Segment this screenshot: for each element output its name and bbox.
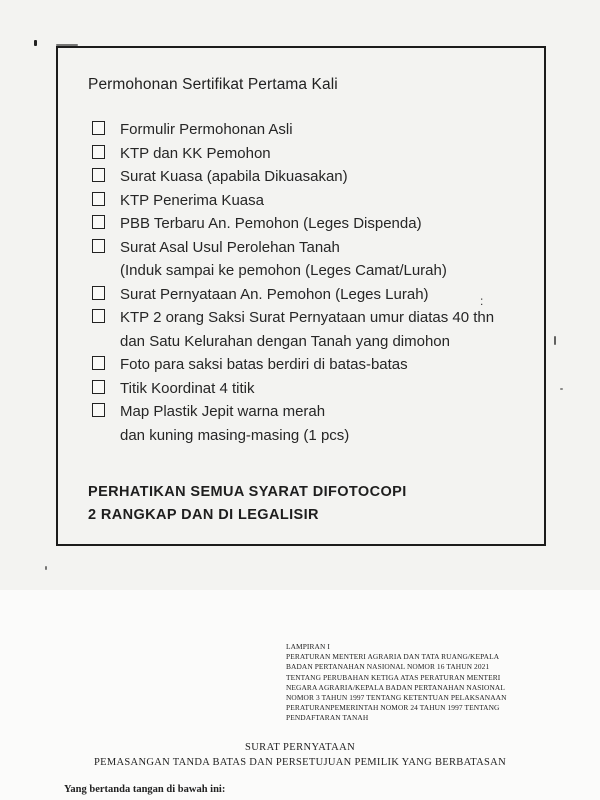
checklist-item-text: PBB Terbaru An. Pemohon (Leges Dispenda) bbox=[120, 215, 422, 232]
checklist-item bbox=[92, 142, 542, 166]
checklist-item-text: dan Satu Kelurahan dengan Tanah yang dimohon bbox=[120, 332, 450, 350]
checklist-item-text: KTP Penerima Kuasa bbox=[120, 191, 264, 209]
checklist-item bbox=[92, 165, 542, 189]
checkbox[interactable] bbox=[92, 356, 105, 370]
checkbox[interactable] bbox=[92, 403, 105, 417]
notice-line: 2 RANGKAP DAN DI LEGALISIR bbox=[88, 507, 319, 523]
checkbox[interactable] bbox=[92, 286, 105, 300]
checklist-item bbox=[92, 212, 542, 236]
lampiran-reference bbox=[286, 642, 538, 724]
checklist-item-text: KTP 2 orang Saksi Surat Pernyataan umur diatas 40 thn bbox=[120, 309, 495, 326]
checklist-item bbox=[92, 353, 542, 377]
scan-speck bbox=[45, 566, 47, 570]
checkbox[interactable] bbox=[92, 380, 105, 394]
checklist-item bbox=[92, 306, 542, 353]
checklist-item bbox=[92, 377, 542, 401]
checklist-item bbox=[92, 236, 542, 283]
lampiran-line: PENDAFTARAN TANAH bbox=[286, 713, 369, 723]
photocopy-notice bbox=[88, 481, 407, 527]
statement-subtitle: PEMASANGAN TANDA BATAS DAN PERSETUJUAN PEMILIK YANG BERBATASAN bbox=[94, 757, 506, 768]
checklist-item-text: Surat Asal Usul Perolehan Tanah bbox=[120, 238, 340, 256]
lampiran-line: NOMOR 3 TAHUN 1997 TENTANG KETENTUAN PELAKSANAAN bbox=[286, 693, 507, 703]
checklist-item-text: dan kuning masing-masing (1 pcs) bbox=[120, 426, 350, 444]
checkbox[interactable] bbox=[92, 215, 105, 229]
checklist-item-text: Map Plastik Jepit warna merah bbox=[120, 403, 326, 420]
checklist-item bbox=[92, 400, 542, 447]
requirements-box bbox=[56, 46, 546, 546]
checkbox[interactable] bbox=[92, 168, 105, 182]
checklist-item-text: Surat Pernyataan An. Pemohon (Leges Lurah) bbox=[120, 285, 429, 303]
requirements-checklist bbox=[92, 118, 542, 447]
lampiran-line: BADAN PERTANAHAN NASIONAL NOMOR 16 TAHUN 2021 bbox=[286, 662, 490, 672]
checklist-item-text: (Induk sampai ke pemohon (Leges Camat/Lurah) bbox=[120, 262, 447, 279]
surat-pernyataan-document bbox=[0, 590, 600, 800]
statement-title: SURAT PERNYATAAN bbox=[244, 742, 356, 753]
checklist-item-text: Formulir Permohonan Asli bbox=[120, 121, 293, 138]
checkbox[interactable] bbox=[92, 145, 105, 159]
checklist-item-text: Foto para saksi batas berdiri di batas-batas bbox=[120, 356, 408, 373]
checklist-item bbox=[92, 118, 542, 142]
lampiran-line: PERATURAN MENTERI AGRARIA DAN TATA RUANG/KEPALA bbox=[286, 652, 500, 662]
intro-text: Yang bertanda tangan di bawah ini: bbox=[64, 784, 226, 795]
stray-mark: : bbox=[480, 294, 484, 308]
checkbox[interactable] bbox=[92, 192, 105, 206]
notice-line: PERHATIKAN SEMUA SYARAT DIFOTOCOPI bbox=[88, 484, 407, 500]
lampiran-line: NEGARA AGRARIA/KEPALA BADAN PERTANAHAN NASIONAL bbox=[286, 682, 505, 692]
checklist-item bbox=[92, 283, 542, 307]
scan-speck bbox=[560, 388, 563, 390]
checklist-item-text: KTP dan KK Pemohon bbox=[120, 144, 271, 162]
lampiran-line: PERATURANPEMERINTAH NOMOR 24 TAHUN 1997 TENTANG bbox=[286, 703, 500, 713]
checklist-item-text: Surat Kuasa (apabila Dikuasakan) bbox=[120, 168, 348, 185]
lampiran-line: TENTANG PERUBAHAN KETIGA ATAS PERATURAN MENTERI bbox=[286, 672, 501, 682]
checkbox[interactable] bbox=[92, 239, 105, 253]
checklist-item bbox=[92, 189, 542, 213]
lampiran-line: LAMPIRAN I bbox=[286, 642, 330, 651]
scan-speck bbox=[554, 336, 556, 345]
form-title: Permohonan Sertifikat Pertama Kali bbox=[88, 76, 338, 93]
scan-speck bbox=[34, 40, 37, 46]
checkbox[interactable] bbox=[92, 309, 105, 323]
checklist-item-text: Titik Koordinat 4 titik bbox=[120, 379, 255, 397]
checkbox[interactable] bbox=[92, 121, 105, 135]
